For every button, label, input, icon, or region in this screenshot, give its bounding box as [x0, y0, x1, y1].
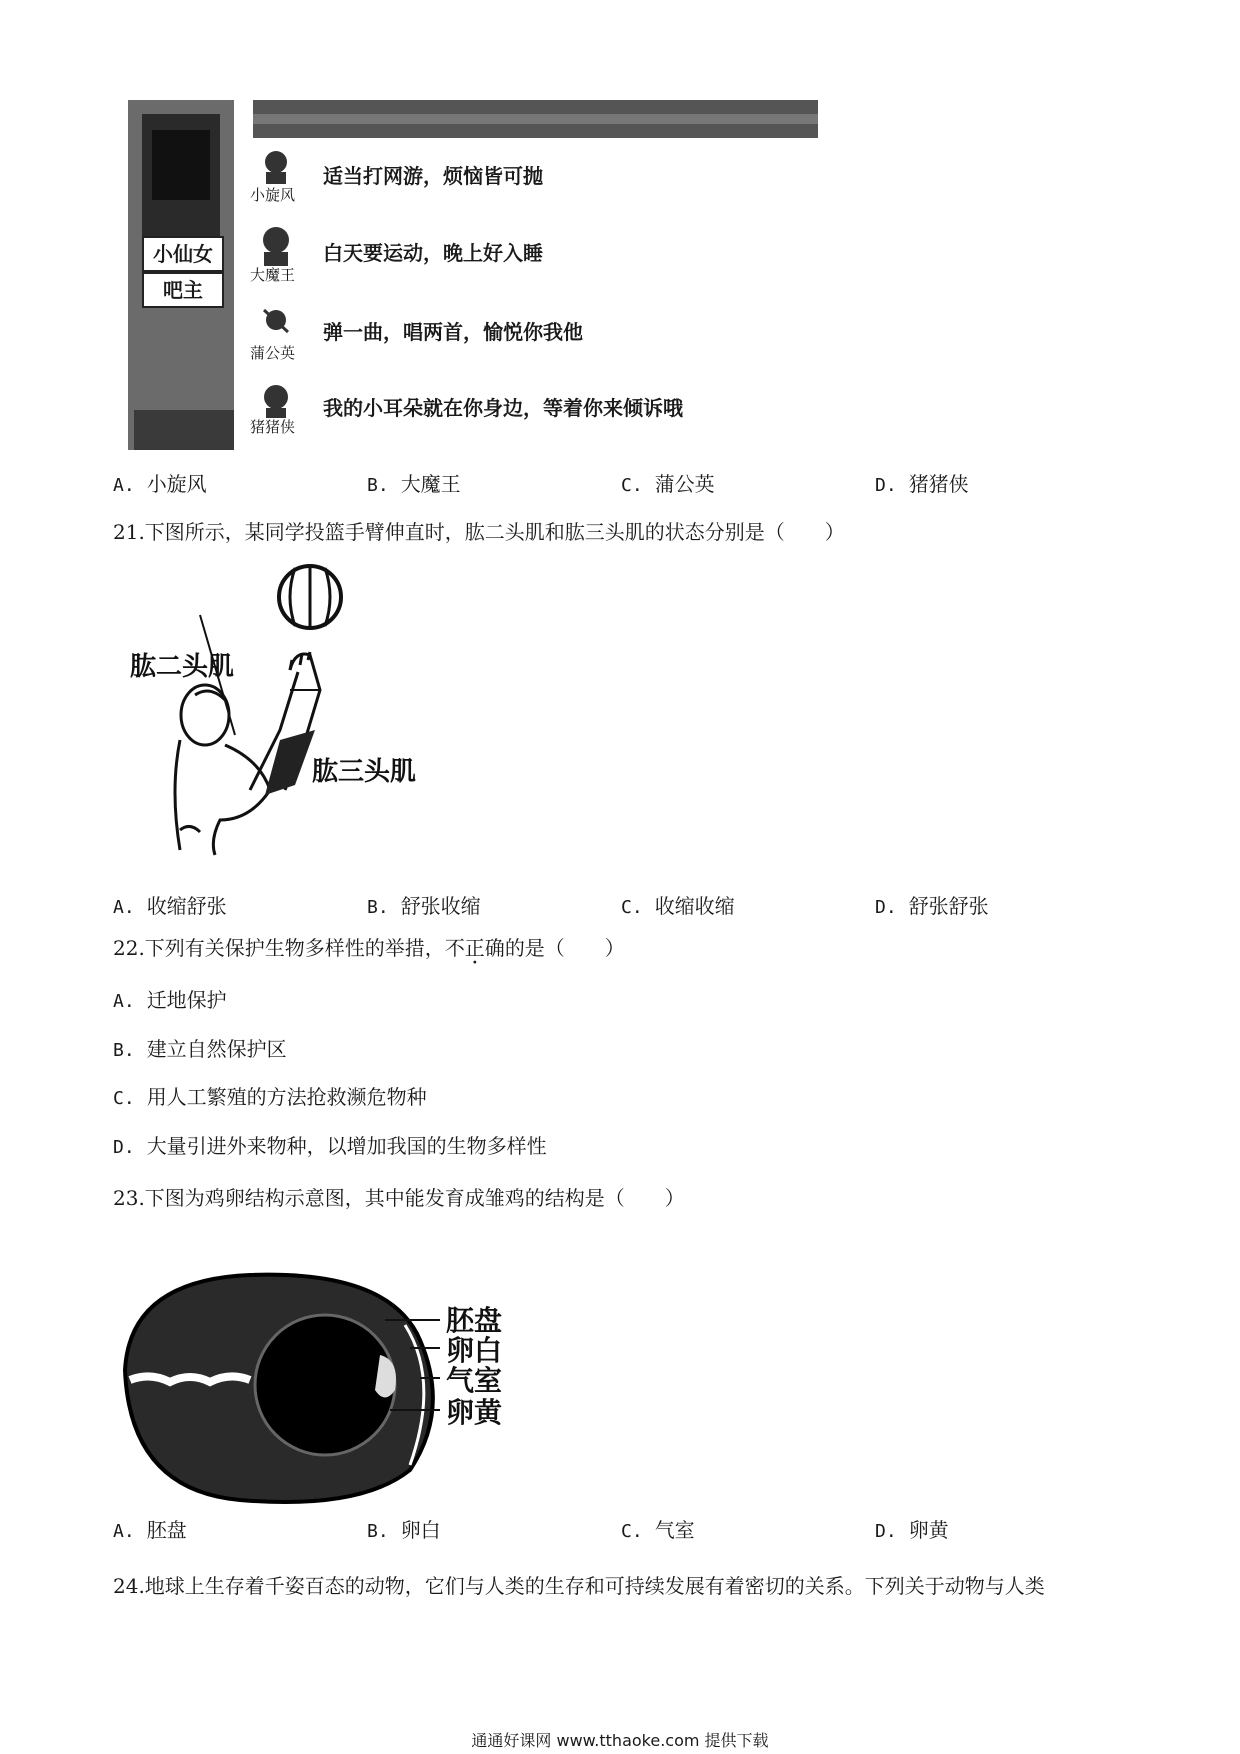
q22-stem-before: 22.下列有关保护生物多样性的举措， — [113, 936, 445, 960]
q23-option-d[interactable]: D. 卵黄 — [875, 1518, 949, 1542]
q23-options — [113, 1514, 1113, 1544]
q20-option-c[interactable]: C. 蒲公英 — [621, 472, 715, 496]
yolk — [255, 1315, 395, 1455]
arm-figure-graphic — [120, 560, 460, 860]
q22-stem-emphasis: 不正确 — [444, 936, 505, 960]
q23-option-c[interactable]: C. 气室 — [621, 1518, 695, 1542]
q20-option-d[interactable]: D. 猪猪侠 — [875, 472, 969, 496]
q20-option-b[interactable]: B. 大魔王 — [367, 472, 461, 496]
q23-stem: 23.下图为鸡卵结构示意图，其中能发育成雏鸡的结构是（ ） — [113, 1186, 685, 1210]
q21-option-c[interactable]: C. 收缩收缩 — [621, 894, 735, 918]
forum-image — [128, 100, 818, 450]
q22-option-b[interactable]: B. 建立自然保护区 — [113, 1037, 287, 1061]
forum-row-text-2: 白天要运动，晚上好入睡 — [323, 241, 543, 265]
q22-option-c[interactable]: C. 用人工繁殖的方法抢救濒危物种 — [113, 1085, 427, 1109]
basketball-icon — [279, 566, 341, 628]
q20-option-a[interactable]: A. 小旋风 — [113, 472, 207, 496]
q21-option-a[interactable]: A. 收缩舒张 — [113, 894, 227, 918]
triceps-label: 肱三头肌 — [312, 757, 417, 787]
egg-figure-graphic — [110, 1260, 530, 1510]
avatar-icon-1 — [265, 151, 287, 184]
q21-stem: 21.下图所示，某同学投篮手臂伸直时，肱二头肌和肱三头肌的状态分别是（ ） — [113, 520, 845, 544]
q21-option-b[interactable]: B. 舒张收缩 — [367, 894, 481, 918]
forum-row-name-2: 大魔王 — [250, 266, 296, 284]
q22-stem — [113, 932, 625, 961]
biceps-label: 肱二头肌 — [130, 652, 235, 682]
side-label-1: 小仙女 — [142, 236, 224, 272]
forum-row-text-1: 适当打网游，烦恼皆可抛 — [323, 164, 543, 188]
avatar-icon-2 — [263, 227, 289, 266]
triceps-shape — [265, 730, 315, 795]
q23-option-b[interactable]: B. 卵白 — [367, 1518, 441, 1542]
q21-option-d[interactable]: D. 舒张舒张 — [875, 894, 989, 918]
q22-stem-after: 的是（ ） — [504, 936, 625, 960]
egg-label-4: 卵黄 — [446, 1396, 503, 1429]
q21-options — [113, 890, 1113, 920]
egg-label-1: 胚盘 — [446, 1304, 503, 1337]
q23-option-a[interactable]: A. 胚盘 — [113, 1518, 187, 1542]
forum-row-name-3: 蒲公英 — [250, 344, 296, 362]
forum-row-text-3: 弹一曲，唱两首，愉悦你我他 — [323, 320, 583, 344]
forum-row-name-1: 小旋风 — [250, 186, 296, 204]
q22-option-d[interactable]: D. 大量引进外来物种，以增加我国的生物多样性 — [113, 1134, 547, 1158]
egg-figure — [110, 1260, 530, 1510]
q22-option-a[interactable]: A. 迁地保护 — [113, 988, 227, 1012]
arm-figure — [120, 560, 460, 860]
egg-label-3: 气室 — [446, 1364, 503, 1397]
avatar-icon-3 — [264, 310, 288, 332]
q20-options — [113, 468, 1113, 498]
forum-row-text-4: 我的小耳朵就在你身边，等着你来倾诉哦 — [323, 396, 683, 420]
side-label-2: 吧主 — [142, 272, 224, 308]
forum-row-name-4: 猪猪侠 — [250, 418, 296, 436]
egg-label-2: 卵白 — [446, 1334, 503, 1367]
q24-stem: 24.地球上生存着千姿百态的动物，它们与人类的生存和可持续发展有着密切的关系。下列关于动物与人类 — [113, 1574, 1045, 1598]
avatar-icon-4 — [264, 385, 288, 418]
footer: 通通好课网 www.tthaoke.com 提供下载 — [471, 1731, 769, 1750]
